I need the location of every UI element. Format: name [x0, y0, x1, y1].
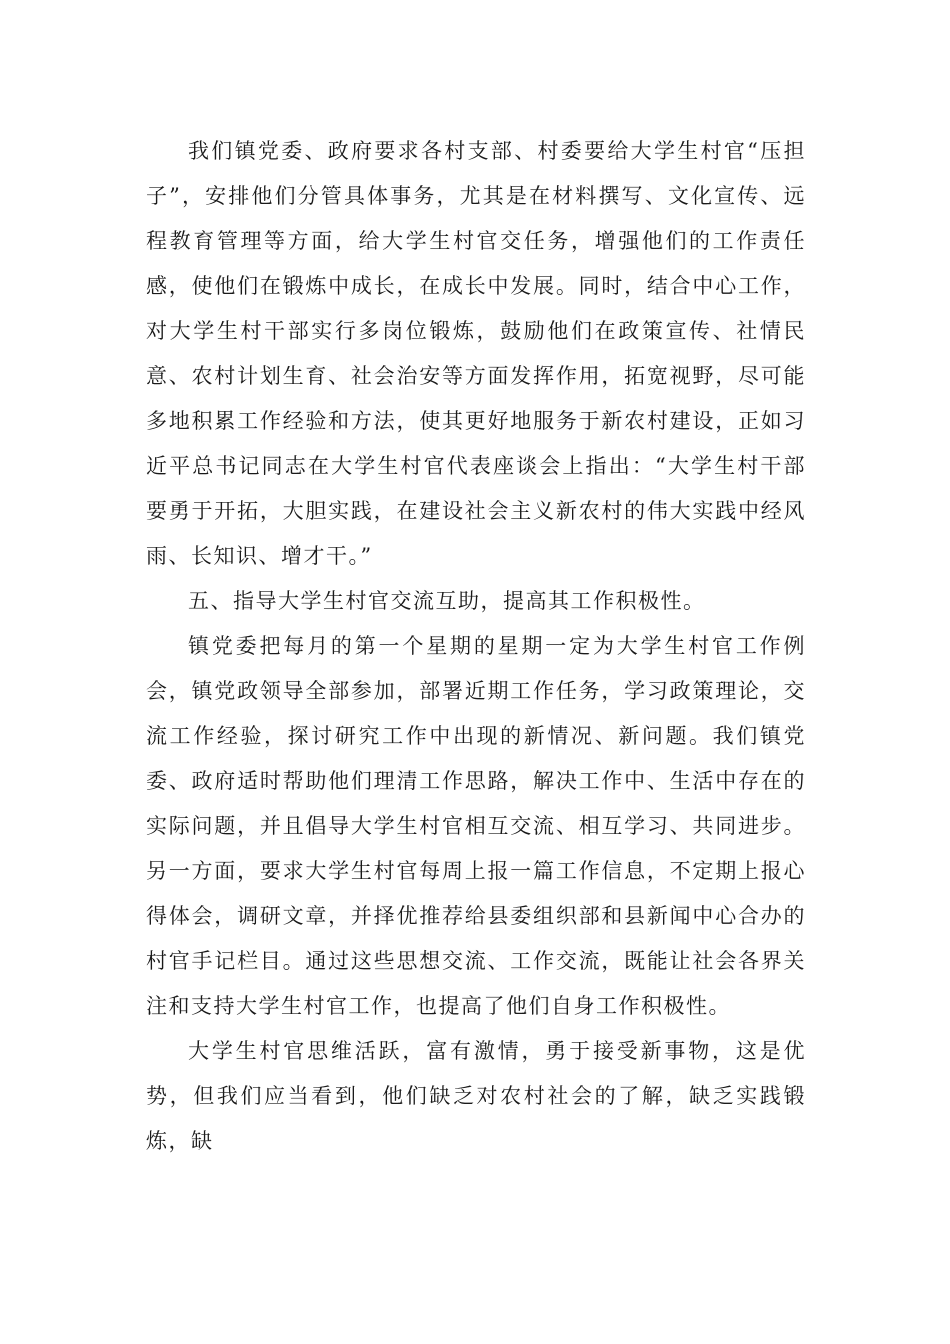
paragraph-burden-assignment: 我们镇党委、政府要求各村支部、村委要给大学生村官“压担子”，安排他们分管具体事务，尤其是在材料撰写、文化宣传、远程教育管理等方面，给大学生村官交任务，增强他们的工作责任感，使他们在锻炼中成长，在成长中发展。同时，结合中心工作，对大学生村干部实行多岗位锻炼，鼓励他们在政策宣传、社情民意、农村计划生育、社会治安等方面发挥作用，拓宽视野，尽可能多地积累工作经验和方法，使其更好地服务于新农村建设，正如习近平总书记同志在大学生村官代表座谈会上指出：“大学生村干部要勇于开拓，大胆实践，在建设社会主义新农村的伟大实践中经风雨、长知识、增才干。”: [146, 139, 806, 568]
paragraph-monthly-meeting: 镇党委把每月的第一个星期的星期一定为大学生村官工作例会，镇党政领导全部参加，部署近期工作任务，学习政策理论，交流工作经验，探讨研究工作中出现的新情况、新问题。我们镇党委、政府适时帮助他们理清工作思路，解决工作中、生活中存在的实际问题，并且倡导大学生村官相互交流、相互学习、共同进步。另一方面，要求大学生村官每周上报一篇工作信息，不定期上报心得体会，调研文章，并择优推荐给县委组织部和县新闻中心合办的村官手记栏目。通过这些思想交流、工作交流，既能让社会各界关注和支持大学生村官工作，也提高了他们自身工作积极性。: [146, 634, 806, 1018]
section-heading-five: 五、指导大学生村官交流互助，提高其工作积极性。: [188, 589, 706, 613]
paragraph-strengths-weaknesses: 大学生村官思维活跃，富有激情，勇于接受新事物，这是优势，但我们应当看到，他们缺乏对农村社会的了解，缺乏实践锻炼，缺: [146, 1039, 806, 1153]
document-body: [146, 129, 806, 1164]
